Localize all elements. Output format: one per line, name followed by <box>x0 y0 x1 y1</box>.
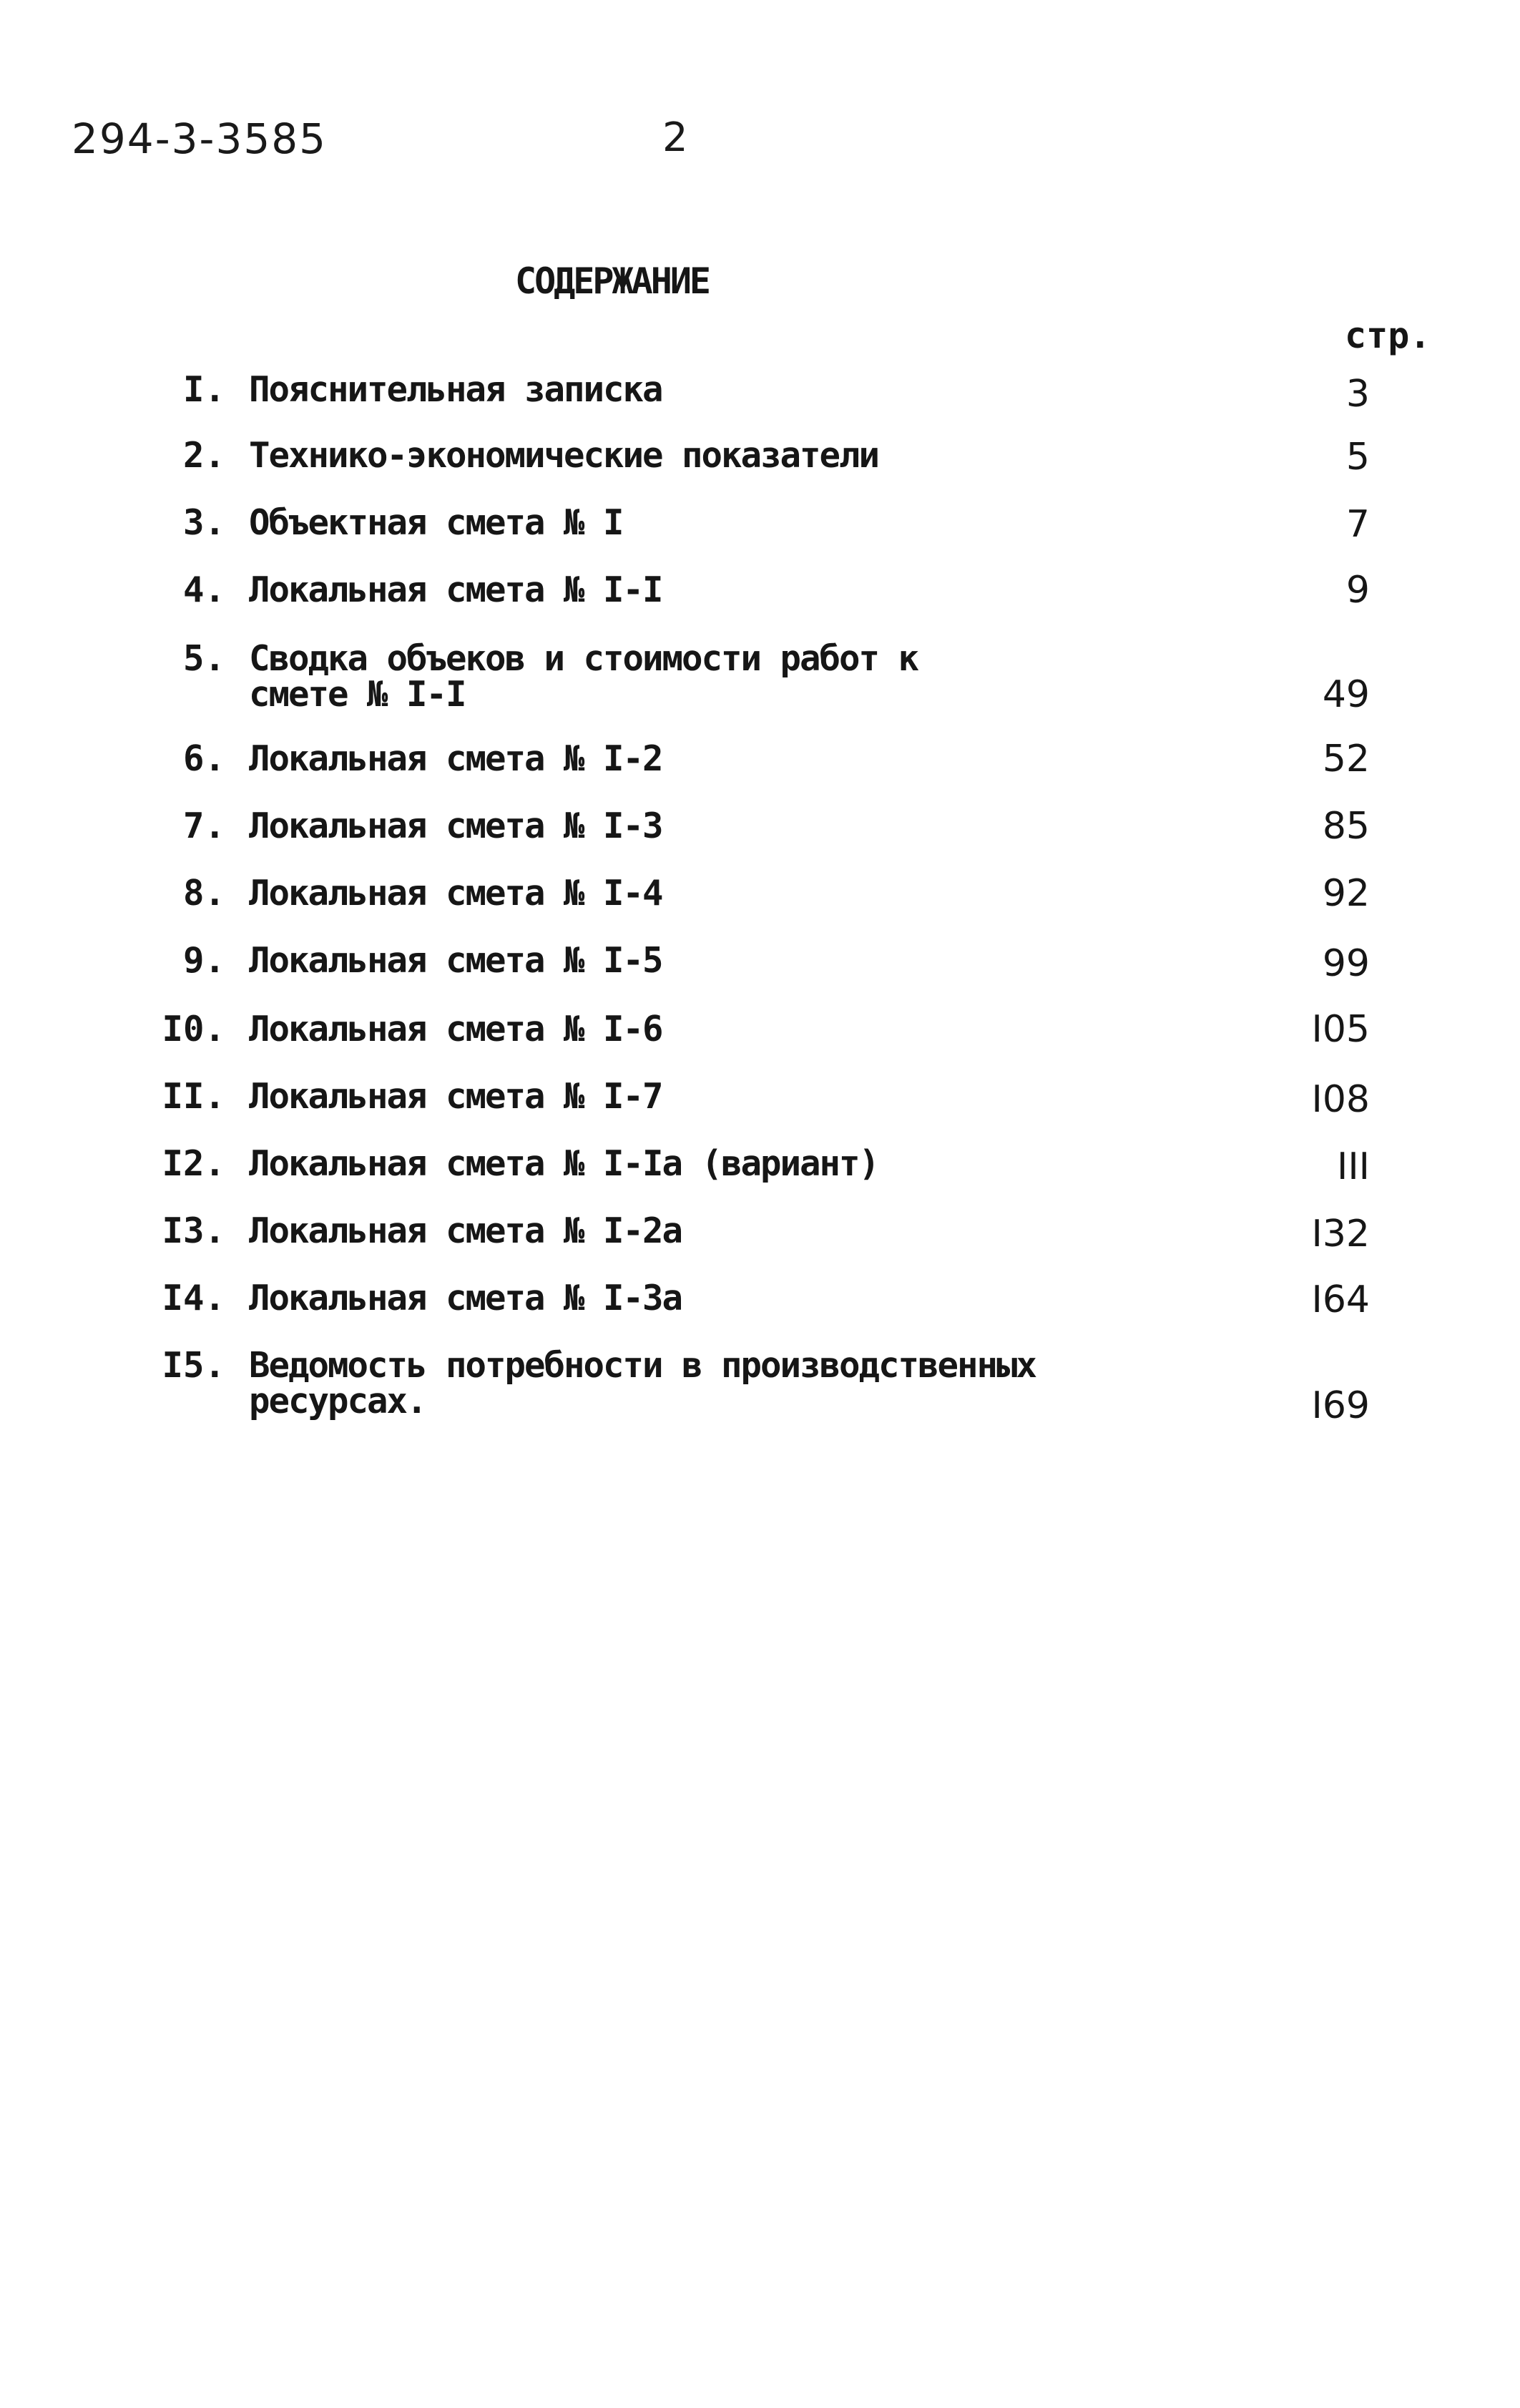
toc-entry-page: III <box>1336 1145 1370 1188</box>
toc-entry-page: 7 <box>1345 503 1370 546</box>
toc-entry-number: I5. <box>162 1345 225 1386</box>
toc-entry-number: II. <box>162 1076 225 1117</box>
toc-entry-number: I0. <box>162 1009 225 1049</box>
toc-entry-number: 5. <box>182 638 225 679</box>
toc-entry-page: 92 <box>1322 872 1370 915</box>
toc-entry-page: 3 <box>1345 373 1370 416</box>
toc-entry-page: 52 <box>1322 738 1370 780</box>
toc-entry-number: 4. <box>182 569 225 610</box>
toc-entry-page: 49 <box>1322 673 1370 716</box>
page-number: 2 <box>662 114 688 161</box>
toc-entry-number: I. <box>182 369 225 410</box>
toc-entry-number: 2. <box>182 435 225 476</box>
toc-entry-title: Локальная смета № I-3 <box>249 806 662 846</box>
toc-entry-title: Локальная смета № I-6 <box>249 1009 662 1049</box>
toc-entry-title: Локальная смета № I-2а <box>249 1210 682 1251</box>
toc-entry-title: Технико-экономические показатели <box>249 435 879 476</box>
toc-entry-title: Объектная смета № I <box>249 502 623 543</box>
toc-entry-page: I32 <box>1311 1213 1370 1256</box>
toc-title: СОДЕРЖАНИЕ <box>515 260 710 302</box>
toc-entry-title: Локальная смета № I-3а <box>249 1278 682 1318</box>
toc-entry-title: Пояснительная записка <box>249 369 662 410</box>
toc-entry-title: Локальная смета № I-Iа (вариант) <box>249 1143 879 1184</box>
toc-entry-number: I2. <box>162 1143 225 1184</box>
toc-entry-page: I64 <box>1311 1278 1370 1321</box>
toc-entry-title: Локальная смета № I-I <box>249 569 662 610</box>
toc-entry-title: Сводка объеков и стоимости работ к смете № I-I <box>249 638 918 715</box>
toc-entry-title: Локальная смета № I-5 <box>249 940 662 981</box>
toc-entry-number: 9. <box>182 940 225 981</box>
document-code: 294-3-3585 <box>72 114 328 163</box>
page-column-header: стр. <box>1345 315 1431 356</box>
toc-entry-title: Локальная смета № I-2 <box>249 738 662 779</box>
toc-entry-title: Ведомость потребности в производственных ресурсах. <box>249 1345 1036 1421</box>
toc-entry-page: 85 <box>1322 805 1370 848</box>
toc-entry-number: 3. <box>182 502 225 543</box>
toc-entry-title: Локальная смета № I-7 <box>249 1076 662 1117</box>
toc-entry-number: 6. <box>182 738 225 779</box>
toc-entry-number: I4. <box>162 1278 225 1318</box>
toc-entry-number: 7. <box>182 806 225 846</box>
toc-entry-page: I08 <box>1311 1078 1370 1121</box>
toc-entry-number: I3. <box>162 1210 225 1251</box>
toc-entry-page: 9 <box>1345 569 1370 612</box>
toc-entry-page: I05 <box>1311 1008 1370 1051</box>
toc-entry-title: Локальная смета № I-4 <box>249 873 662 914</box>
toc-entry-page: 99 <box>1322 942 1370 985</box>
toc-entry-page: I69 <box>1311 1384 1370 1427</box>
toc-entry-number: 8. <box>182 873 225 914</box>
toc-entry-page: 5 <box>1345 436 1370 479</box>
